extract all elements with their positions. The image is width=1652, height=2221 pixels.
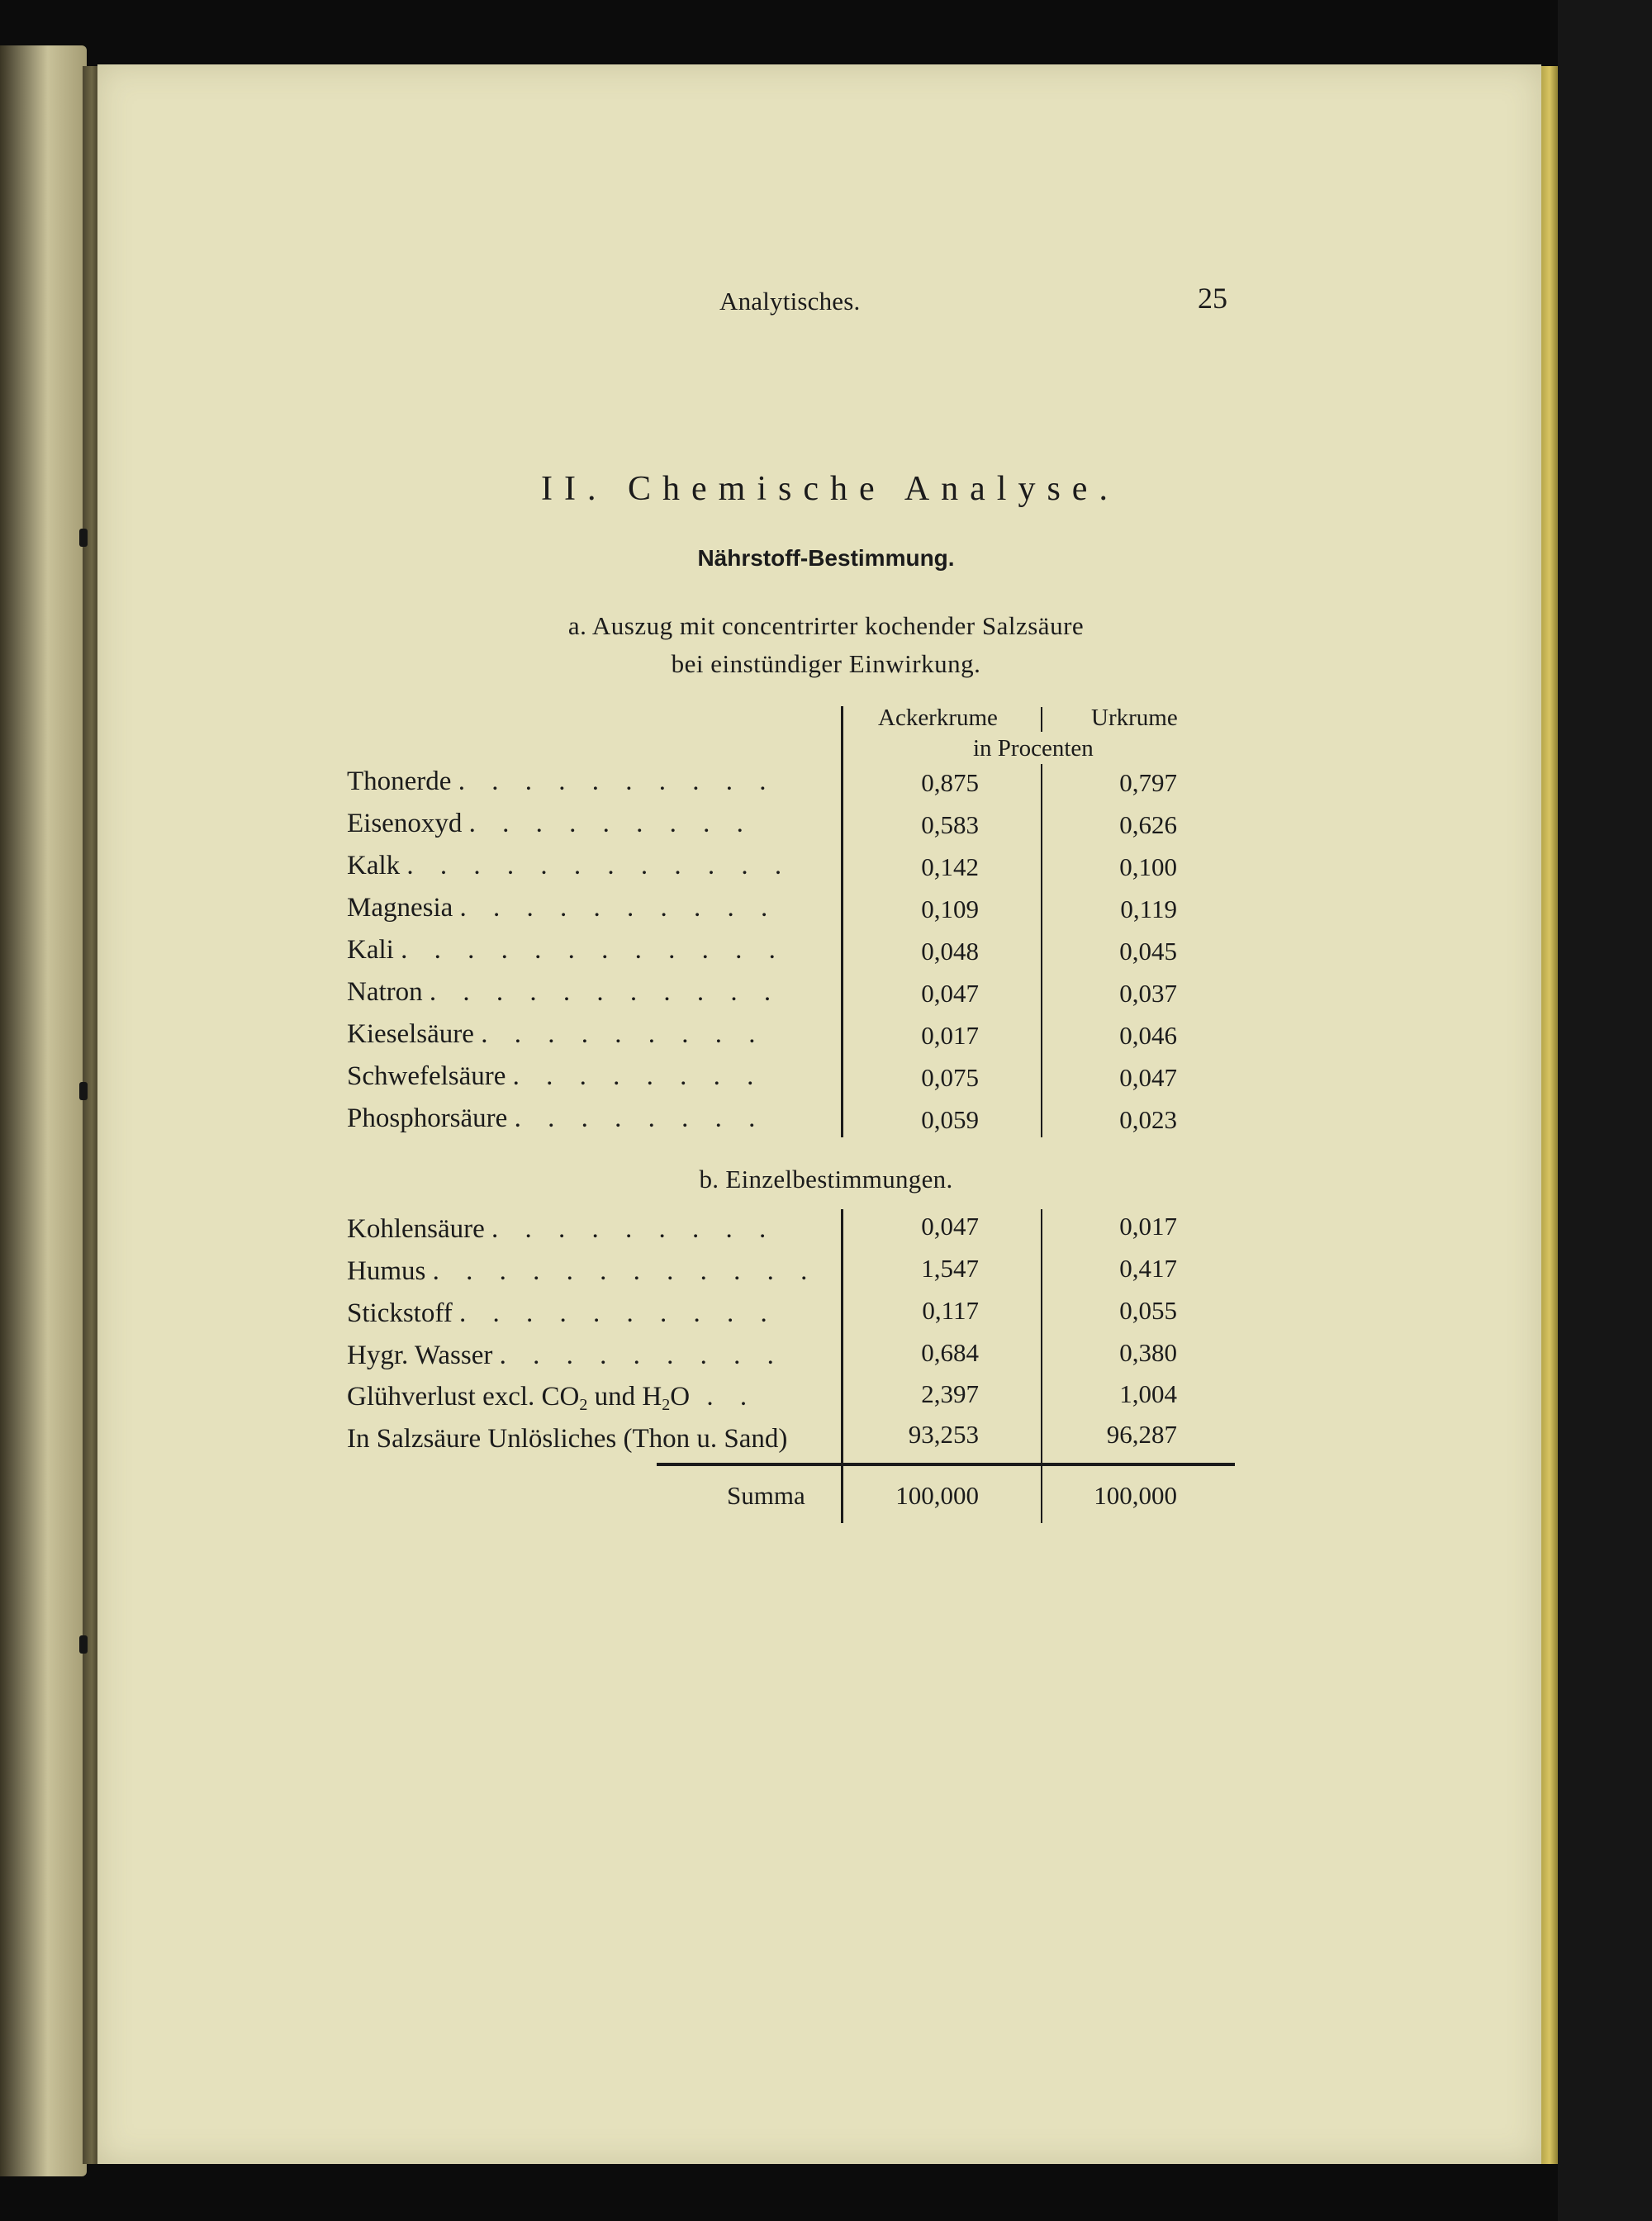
value-ackerkrume: 0,109 bbox=[921, 895, 979, 923]
table-divider-right bbox=[1041, 764, 1042, 1137]
value-urkrume: 0,626 bbox=[1119, 810, 1177, 839]
page-number: 25 bbox=[1198, 282, 1227, 315]
value-urkrume: 0,100 bbox=[1119, 852, 1177, 881]
value-urkrume: 0,046 bbox=[1119, 1021, 1177, 1050]
row-label: Schwefelsäure . . . . . . . . bbox=[347, 1061, 764, 1091]
row-label: Glühverlust excl. $CO_2$ und $H_2O$ . . bbox=[347, 1382, 757, 1414]
row-label: Stickstoff . . . . . . . . . . bbox=[347, 1298, 777, 1328]
binding-hole-marker bbox=[79, 1082, 88, 1100]
row-label: In Salzsäure Unlösliches (Thon u. Sand) bbox=[347, 1424, 788, 1454]
value-ackerkrume: 0,059 bbox=[921, 1105, 979, 1134]
scan-right-background bbox=[1558, 0, 1652, 2221]
book-page bbox=[97, 64, 1541, 2164]
value-ackerkrume: 1,547 bbox=[921, 1254, 979, 1283]
binding-hole-marker bbox=[79, 529, 88, 547]
book-cover-edge bbox=[1541, 66, 1558, 2164]
value-ackerkrume: 0,142 bbox=[921, 852, 979, 881]
running-header: Analytisches. bbox=[719, 287, 861, 316]
value-urkrume: 0,119 bbox=[1120, 895, 1177, 923]
row-label: Hygr. Wasser . . . . . . . . . bbox=[347, 1341, 784, 1370]
previous-page-edge bbox=[0, 45, 87, 2176]
value-ackerkrume: 0,017 bbox=[921, 1021, 979, 1050]
row-label: Phosphorsäure . . . . . . . . bbox=[347, 1103, 766, 1133]
row-label: Kali . . . . . . . . . . . . bbox=[347, 935, 786, 965]
binding-hole-marker bbox=[79, 1635, 88, 1654]
section-title: II. Chemische Analyse. bbox=[541, 470, 1119, 508]
summa-value-urkrume: 100,000 bbox=[1094, 1481, 1177, 1510]
value-ackerkrume: 0,583 bbox=[921, 810, 979, 839]
row-label: Magnesia . . . . . . . . . . bbox=[347, 893, 778, 923]
row-label: Eisenoxyd . . . . . . . . . bbox=[347, 809, 753, 838]
value-urkrume: 0,037 bbox=[1119, 979, 1177, 1008]
part-b-title: b. Einzelbestimmungen. bbox=[699, 1165, 953, 1194]
row-label: Kalk . . . . . . . . . . . . bbox=[347, 851, 792, 880]
part-a-title: a. Auszug mit concentrirter kochender Salzsäure bbox=[567, 611, 1085, 640]
value-urkrume: 0,797 bbox=[1119, 768, 1177, 797]
row-label: Thonerde . . . . . . . . . . bbox=[347, 766, 776, 796]
value-ackerkrume: 0,684 bbox=[921, 1338, 979, 1367]
row-label: Humus . . . . . . . . . . . . bbox=[347, 1256, 818, 1286]
value-urkrume: 0,055 bbox=[1119, 1296, 1177, 1325]
value-urkrume: 0,045 bbox=[1119, 937, 1177, 966]
value-urkrume: 0,047 bbox=[1119, 1063, 1177, 1092]
table-divider-left bbox=[841, 1209, 843, 1523]
summa-value-ackerkrume: 100,000 bbox=[895, 1481, 979, 1510]
total-rule bbox=[657, 1463, 1235, 1466]
value-urkrume: 0,417 bbox=[1119, 1254, 1177, 1283]
value-ackerkrume: 0,048 bbox=[921, 937, 979, 966]
value-ackerkrume: 2,397 bbox=[921, 1379, 979, 1408]
row-label: Kohlensäure . . . . . . . . . bbox=[347, 1214, 776, 1244]
value-ackerkrume: 0,875 bbox=[921, 768, 979, 797]
summa-label: Summa bbox=[727, 1481, 805, 1510]
value-ackerkrume: 0,075 bbox=[921, 1063, 979, 1092]
value-ackerkrume: 0,117 bbox=[922, 1296, 979, 1325]
value-ackerkrume: 0,047 bbox=[921, 1212, 979, 1241]
row-label: Natron . . . . . . . . . . . bbox=[347, 977, 781, 1007]
table-divider-right bbox=[1041, 1209, 1042, 1523]
value-urkrume: 0,017 bbox=[1119, 1212, 1177, 1241]
value-urkrume: 0,023 bbox=[1119, 1105, 1177, 1134]
part-a-subtitle: bei einstündiger Einwirkung. bbox=[671, 649, 981, 678]
value-ackerkrume: 0,047 bbox=[921, 979, 979, 1008]
column-header-separator bbox=[1041, 707, 1042, 732]
value-urkrume: 96,287 bbox=[1106, 1420, 1177, 1449]
column-header-ackerkrume: Ackerkrume bbox=[878, 705, 998, 731]
value-ackerkrume: 93,253 bbox=[908, 1420, 979, 1449]
column-unit-label: in Procenten bbox=[973, 735, 1094, 762]
row-label: Kieselsäure . . . . . . . . . bbox=[347, 1019, 766, 1049]
value-urkrume: 0,380 bbox=[1119, 1338, 1177, 1367]
table-divider-left bbox=[841, 706, 843, 1137]
column-header-urkrume: Urkrume bbox=[1091, 705, 1178, 731]
subsection-title: Nährstoff-Bestimmung. bbox=[697, 545, 955, 571]
value-urkrume: 1,004 bbox=[1119, 1379, 1177, 1408]
